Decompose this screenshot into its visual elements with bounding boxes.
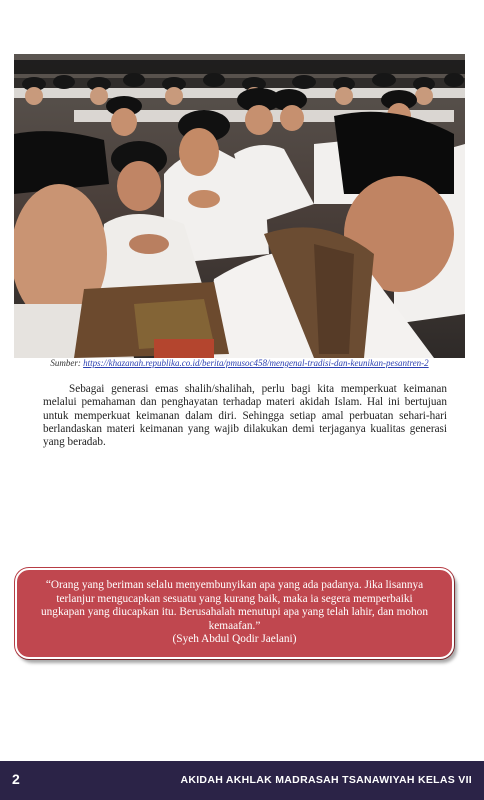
- running-title: AKIDAH AKHLAK MADRASAH TSANAWIYAH KELAS VII: [180, 774, 472, 786]
- page-footer: [0, 761, 484, 800]
- photo-praying-students: [14, 54, 465, 358]
- caption-source-link[interactable]: https://khazanah.republika.co.id/berita/pmusoc458/mengenal-tradisi-dan-keunikan-pesantren-2: [83, 358, 429, 368]
- body-paragraph: Sebagai generasi emas shalih/shalihah, perlu bagi kita memperkuat keimanan melalui pemahaman dan penghayatan terhadap materi akidah Islam. Hal ini bertujuan untuk memperkuat keimanan dalam diri. Sehingga setiap amal perbuatan sehari-hari berlandaskan materi keimanan yang wajib dilakukan demi terjaganya kualitas generasi yang beradab.: [43, 383, 447, 449]
- quote-text: “Orang yang beriman selalu menyembunyikan apa yang ada padanya. Jika lisannya terlanjur mengucapkan sesuatu yang kurang baik, maka ia segera memperbaiki ungkapan yang diucapkan itu. Berusahalah menutupi apa yang telah lahir, dan mohon kemaafan.”: [41, 579, 428, 632]
- caption-prefix: Sumber:: [50, 358, 81, 368]
- quote-box: [15, 568, 454, 659]
- quote-author: (Syeh Abdul Qodir Jaelani): [172, 633, 297, 646]
- page-number: 2: [12, 771, 20, 787]
- figure-caption: [14, 357, 465, 369]
